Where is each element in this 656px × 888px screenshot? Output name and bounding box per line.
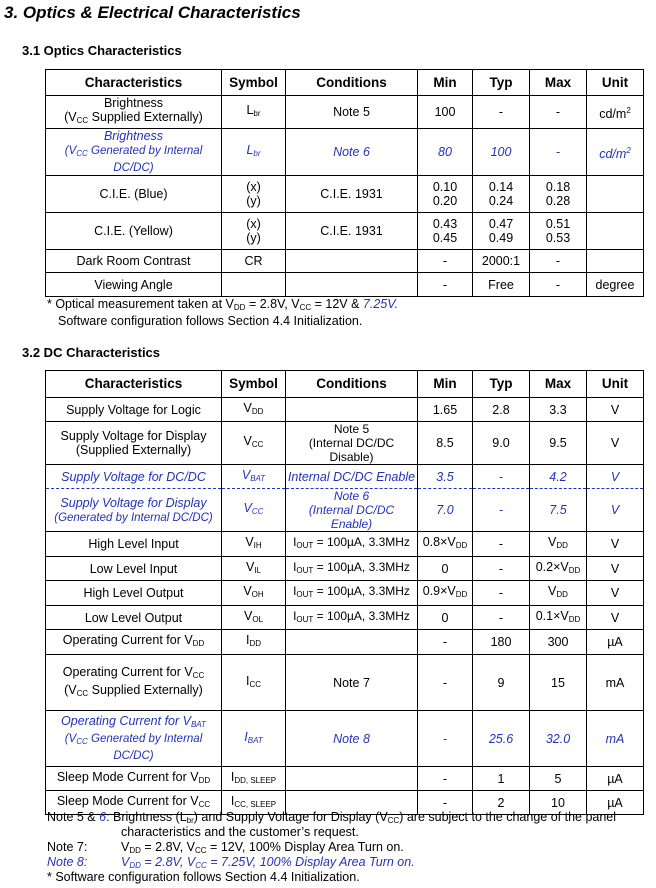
cell-min: - <box>418 711 473 767</box>
cell-typ: 25.6 <box>473 711 530 767</box>
optics-table <box>45 69 644 297</box>
note-5-6-line2: characteristics and the customer’s request. <box>121 825 359 839</box>
cell-symbol: $I_{DD}$ <box>222 630 286 655</box>
header-max: Max <box>530 70 587 96</box>
cell-characteristic: Sleep Mode Current for $V_{CC}$ <box>46 791 222 815</box>
cell-characteristic: Supply Voltage for DC/DC <box>46 465 222 489</box>
cell-characteristic: Low Level Output <box>46 606 222 630</box>
cell-min: 3.5 <box>418 465 473 489</box>
cell-characteristic: C.I.E. (Blue) <box>46 176 222 213</box>
cell-condition: Note 7 <box>286 655 418 711</box>
cell-characteristic: High Level Output <box>46 581 222 606</box>
table-row <box>46 176 644 213</box>
cell-unit <box>587 176 644 213</box>
cell-characteristic: Brightness ($V_{CC}$ Supplied Externally) <box>46 96 222 129</box>
cell-typ: 2 <box>473 791 530 815</box>
cell-unit: V <box>587 465 644 489</box>
cell-characteristic: High Level Input <box>46 532 222 557</box>
note-8: $V_{DD} = 2.8V$, $V_{CC} = 7.25V$, 100% Display Area Turn on. <box>121 855 415 870</box>
cell-characteristic: Viewing Angle <box>46 273 222 297</box>
cell-symbol: CR <box>222 250 286 273</box>
cell-symbol: $V_{CC}$ <box>222 489 286 532</box>
cell-typ: 9.0 <box>473 422 530 465</box>
cell-typ: - <box>473 465 530 489</box>
cell-typ: - <box>473 489 530 532</box>
cell-characteristic: Operating Current for $V_{BAT}$ ($V_{CC}$ Generated by Internal DC/DC) <box>46 711 222 767</box>
table-row <box>46 213 644 250</box>
cell-min: - <box>418 273 473 297</box>
cell-unit: V <box>587 398 644 422</box>
header-min: Min <box>418 371 473 398</box>
cell-max: 9.5 <box>530 422 587 465</box>
cell-unit: V <box>587 606 644 630</box>
cell-max: 10 <box>530 791 587 815</box>
cell-symbol: $V_{DD}$ <box>222 398 286 422</box>
cell-unit: µA <box>587 791 644 815</box>
table-row <box>46 630 644 655</box>
table-row <box>46 422 644 465</box>
cell-unit: µA <box>587 767 644 791</box>
cell-max: 32.0 <box>530 711 587 767</box>
header-symbol: Symbol <box>222 70 286 96</box>
header-characteristics: Characteristics <box>46 70 222 96</box>
table-row <box>46 273 644 297</box>
note-software: * Software configuration follows Section 4.4 Initialization. <box>47 870 360 884</box>
cell-max: - <box>530 273 587 297</box>
optics-note-software: Software configuration follows Section 4.4 Initialization. <box>58 314 363 328</box>
cell-unit: V <box>587 557 644 581</box>
cell-max: 300 <box>530 630 587 655</box>
cell-typ: 2.8 <box>473 398 530 422</box>
cell-unit: $cd/m^2$ <box>587 129 644 176</box>
cell-unit: µA <box>587 630 644 655</box>
cell-symbol: $L_{br}$ <box>222 96 286 129</box>
cell-max: 5 <box>530 767 587 791</box>
cell-characteristic: Operating Current for $V_{CC}$ ($V_{CC}$ Supplied Externally) <box>46 655 222 711</box>
cell-symbol <box>222 273 286 297</box>
cell-condition: Note 6 <box>286 129 418 176</box>
note-8-label: Note 8: <box>47 855 88 869</box>
cell-symbol: $V_{IH}$ <box>222 532 286 557</box>
table-row <box>46 767 644 791</box>
cell-symbol: $I_{CC}$ <box>222 655 286 711</box>
header-max: Max <box>530 371 587 398</box>
cell-min: 0.10 0.20 <box>418 176 473 213</box>
table-row <box>46 581 644 606</box>
cell-min: - <box>418 630 473 655</box>
cell-typ: 0.14 0.24 <box>473 176 530 213</box>
section-title: 3. Optics & Electrical Characteristics <box>4 3 301 22</box>
cell-condition <box>286 250 418 273</box>
header-characteristics: Characteristics <box>46 371 222 398</box>
cell-characteristic: Operating Current for $V_{DD}$ <box>46 630 222 655</box>
cell-condition <box>286 767 418 791</box>
cell-typ: 100 <box>473 129 530 176</box>
cell-condition <box>286 630 418 655</box>
table-row <box>46 96 644 129</box>
cell-max: 0.51 0.53 <box>530 213 587 250</box>
table-row <box>46 398 644 422</box>
cell-max: $V_{DD}$ <box>530 581 587 606</box>
cell-condition: Internal DC/DC Enable <box>286 465 418 489</box>
header-symbol: Symbol <box>222 371 286 398</box>
table-row <box>46 655 644 711</box>
cell-symbol: $V_{OH}$ <box>222 581 286 606</box>
cell-unit: degree <box>587 273 644 297</box>
cell-condition <box>286 273 418 297</box>
cell-min: 0.43 0.45 <box>418 213 473 250</box>
cell-max: $0.2\times V_{DD}$ <box>530 557 587 581</box>
header-typ: Typ <box>473 70 530 96</box>
cell-min: - <box>418 791 473 815</box>
cell-unit: mA <box>587 711 644 767</box>
cell-min: 80 <box>418 129 473 176</box>
cell-typ: 0.47 0.49 <box>473 213 530 250</box>
cell-symbol: $V_{IL}$ <box>222 557 286 581</box>
cell-min: 8.5 <box>418 422 473 465</box>
cell-condition: Note 5 (Internal DC/DC Disable) <box>286 422 418 465</box>
cell-characteristic: Supply Voltage for Display (Generated by Internal DC/DC) <box>46 489 222 532</box>
cell-max: 4.2 <box>530 465 587 489</box>
cell-condition: Note 6 (Internal DC/DC Enable) <box>286 489 418 532</box>
cell-condition: $I_{OUT} = 100\mu A$, 3.3MHz <box>286 581 418 606</box>
cell-unit: $cd/m^2$ <box>587 96 644 129</box>
cell-max: 15 <box>530 655 587 711</box>
cell-symbol: $I_{CC, SLEEP}$ <box>222 791 286 815</box>
cell-typ: - <box>473 96 530 129</box>
dc-heading: 3.2 DC Characteristics <box>22 345 161 360</box>
cell-characteristic: Dark Room Contrast <box>46 250 222 273</box>
cell-max: 7.5 <box>530 489 587 532</box>
cell-typ: - <box>473 581 530 606</box>
header-typ: Typ <box>473 371 530 398</box>
cell-symbol: $I_{DD, SLEEP}$ <box>222 767 286 791</box>
table-header-row <box>46 70 644 96</box>
cell-unit: V <box>587 422 644 465</box>
cell-max: 3.3 <box>530 398 587 422</box>
cell-unit: V <box>587 532 644 557</box>
cell-unit: mA <box>587 655 644 711</box>
cell-symbol: $V_{BAT}$ <box>222 465 286 489</box>
header-conditions: Conditions <box>286 70 418 96</box>
cell-min: - <box>418 250 473 273</box>
note-5-6: Note 5 & 6: Brightness $(L_{br})$ and Supply Voltage for Display $(V_{CC})$ are subject to the change of the panel <box>47 810 617 825</box>
header-unit: Unit <box>587 371 644 398</box>
table-header-row <box>46 371 644 398</box>
cell-max: 0.18 0.28 <box>530 176 587 213</box>
cell-min: 0 <box>418 557 473 581</box>
header-unit: Unit <box>587 70 644 96</box>
cell-characteristic: Sleep Mode Current for $V_{DD}$ <box>46 767 222 791</box>
cell-max: - <box>530 129 587 176</box>
cell-min: - <box>418 767 473 791</box>
cell-characteristic: Low Level Input <box>46 557 222 581</box>
cell-condition <box>286 398 418 422</box>
cell-condition: C.I.E. 1931 <box>286 213 418 250</box>
cell-typ: 9 <box>473 655 530 711</box>
table-row <box>46 250 644 273</box>
cell-typ: 180 <box>473 630 530 655</box>
table-row <box>46 465 644 489</box>
table-row <box>46 489 644 532</box>
cell-symbol: (x) (y) <box>222 176 286 213</box>
table-row <box>46 532 644 557</box>
table-row <box>46 711 644 767</box>
cell-min: 0 <box>418 606 473 630</box>
cell-unit <box>587 250 644 273</box>
cell-condition: $I_{OUT} = 100\mu A$, 3.3MHz <box>286 606 418 630</box>
cell-typ: 2000:1 <box>473 250 530 273</box>
cell-symbol: $L_{br}$ <box>222 129 286 176</box>
header-min: Min <box>418 70 473 96</box>
cell-min: $0.9\times V_{DD}$ <box>418 581 473 606</box>
cell-unit: V <box>587 581 644 606</box>
cell-min: 100 <box>418 96 473 129</box>
cell-unit <box>587 213 644 250</box>
optics-heading: 3.1 Optics Characteristics <box>22 43 182 58</box>
header-conditions: Conditions <box>286 371 418 398</box>
cell-characteristic: Supply Voltage for Display (Supplied Externally) <box>46 422 222 465</box>
cell-min: 1.65 <box>418 398 473 422</box>
cell-unit: V <box>587 489 644 532</box>
cell-min: $0.8\times V_{DD}$ <box>418 532 473 557</box>
note-7: $V_{DD} = 2.8V$, $V_{CC} = 12V$, 100% Display Area Turn on. <box>121 840 404 855</box>
cell-typ: - <box>473 606 530 630</box>
cell-min: - <box>418 655 473 711</box>
cell-typ: - <box>473 557 530 581</box>
cell-max: $V_{DD}$ <box>530 532 587 557</box>
table-row <box>46 557 644 581</box>
cell-characteristic: C.I.E. (Yellow) <box>46 213 222 250</box>
dc-table <box>45 370 644 815</box>
cell-symbol: $V_{OL}$ <box>222 606 286 630</box>
optics-note: * Optical measurement taken at $V_{DD} = 2.8V$, $V_{CC} = 12V$ & 7.25V. <box>47 297 399 312</box>
cell-condition: $I_{OUT} = 100\mu A$, 3.3MHz <box>286 532 418 557</box>
cell-max: - <box>530 250 587 273</box>
cell-typ: - <box>473 532 530 557</box>
cell-condition: Note 5 <box>286 96 418 129</box>
cell-max: - <box>530 96 587 129</box>
table-row <box>46 129 644 176</box>
note-7-label: Note 7: <box>47 840 88 854</box>
cell-condition: C.I.E. 1931 <box>286 176 418 213</box>
cell-condition: $I_{OUT} = 100\mu A$, 3.3MHz <box>286 557 418 581</box>
cell-typ: Free <box>473 273 530 297</box>
table-row <box>46 606 644 630</box>
cell-symbol: $V_{CC}$ <box>222 422 286 465</box>
cell-characteristic: Brightness ($V_{CC}$ Generated by Internal DC/DC) <box>46 129 222 176</box>
cell-condition: Note 8 <box>286 711 418 767</box>
cell-symbol: (x) (y) <box>222 213 286 250</box>
cell-characteristic: Supply Voltage for Logic <box>46 398 222 422</box>
cell-max: $0.1\times V_{DD}$ <box>530 606 587 630</box>
cell-typ: 1 <box>473 767 530 791</box>
cell-min: 7.0 <box>418 489 473 532</box>
cell-symbol: $I_{BAT}$ <box>222 711 286 767</box>
